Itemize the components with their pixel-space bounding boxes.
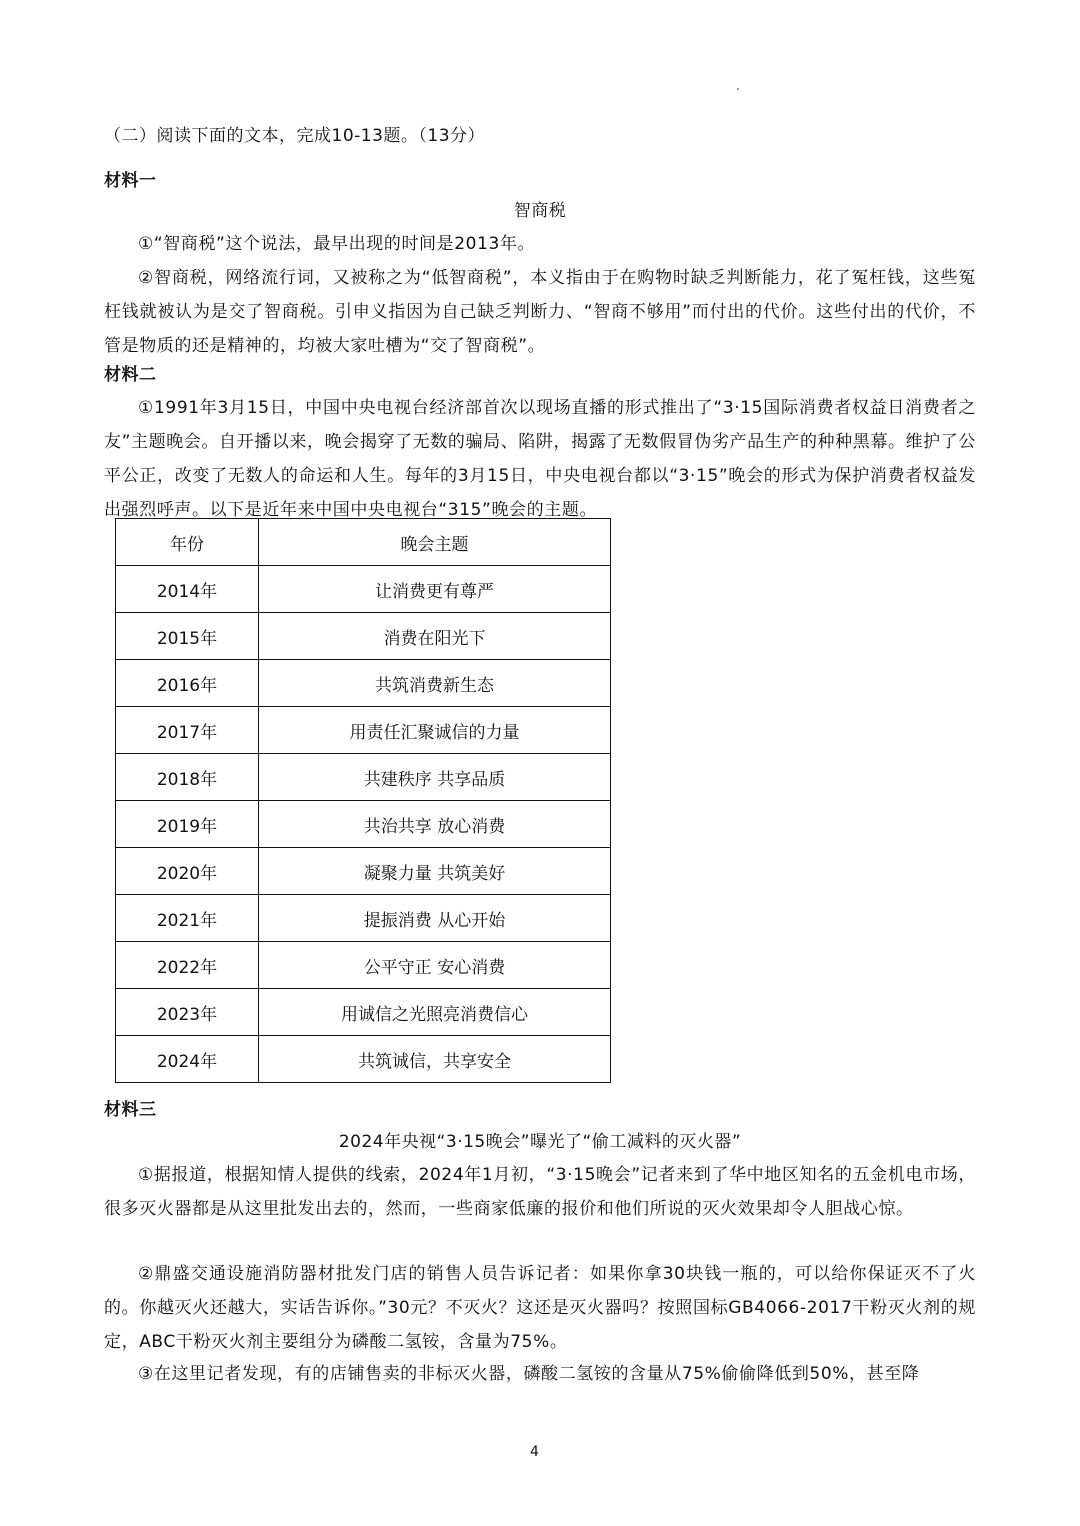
theme-cell: 用诚信之光照亮消费信心 [259, 989, 611, 1036]
table-row [116, 848, 611, 895]
material1-title: 智商税 [513, 201, 567, 221]
material3-label: 材料三 [104, 1100, 157, 1120]
table-row [116, 895, 611, 942]
year-cell: 2015年 [116, 613, 259, 660]
year-cell: 2014年 [116, 566, 259, 613]
section-title: （二）阅读下面的文本，完成10-13题。（13分） [104, 126, 486, 146]
material3-title: 2024年央视“3·15晚会”曝光了“偷工减料的灭火器” [338, 1132, 742, 1152]
theme-cell: 让消费更有尊严 [259, 566, 611, 613]
table-row [116, 942, 611, 989]
table-row [116, 989, 611, 1036]
theme-cell: 共建秩序 共享品质 [259, 754, 611, 801]
material2-paragraph: ①1991年3月15日，中国中央电视台经济部首次以现场直播的形式推出了“3·15国际消费者权益日消费者之友”主题晚会。自开播以来，晚会揭穿了无数的骗局、陷阱，揭露了无数假冒伪劣产品生产的种种黑幕。维护了公平公正，改变了无数人的命运和人生。每年的3月15日，中央电视台都以“3·15”晚会的形式为保护消费者权益发出强烈呼声。以下是近年来中国中央电视台“315”晚会的主题。 [104, 398, 976, 520]
year-cell: 2023年 [116, 989, 259, 1036]
theme-cell: 凝聚力量 共筑美好 [259, 848, 611, 895]
material3-paragraph-2: ②鼎盛交通设施消防器材批发门店的销售人员告诉记者：如果你拿30块钱一瓶的，可以给你保证灭不了火的。你越灭火还越大，实话告诉你。”30元？不灭火？这还是灭火器吗？按照国标GB4066-2017干粉灭火剂的规定，ABC干粉灭火剂主要组分为磷酸二氢铵，含量为75%。 [104, 1264, 976, 1352]
material1-paragraph-2: ②智商税，网络流行词，又被称之为“低智商税”，本义指由于在购物时缺乏判断能力，花了冤枉钱，这些冤枉钱就被认为是交了智商税。引申义指因为自己缺乏判断力、“智商不够用”而付出的代价。这些付出的代价，不管是物质的还是精神的，均被大家吐槽为“交了智商税”。 [104, 268, 976, 356]
theme-cell: 共筑消费新生态 [259, 660, 611, 707]
year-cell: 2016年 [116, 660, 259, 707]
header-theme: 晚会主题 [259, 519, 611, 566]
table-row [116, 707, 611, 754]
page-number: 4 [530, 1444, 540, 1460]
year-cell: 2019年 [116, 801, 259, 848]
table-header-row [116, 519, 611, 566]
table-row [116, 566, 611, 613]
theme-cell: 公平守正 安心消费 [259, 942, 611, 989]
theme-cell: 用责任汇聚诚信的力量 [259, 707, 611, 754]
material3-paragraph-3: ③在这里记者发现，有的店铺售卖的非标灭火器，磷酸二氢铵的含量从75%偷偷降低到50%，甚至降 [138, 1364, 920, 1384]
material3-paragraph-1: ①据报道，根据知情人提供的线索，2024年1月初，“3·15晚会”记者来到了华中地区知名的五金机电市场，很多灭火器都是从这里批发出去的，然而，一些商家低廉的报价和他们所说的灭火效果却令人胆战心惊。 [104, 1165, 976, 1219]
table-row [116, 754, 611, 801]
theme-table [115, 518, 611, 1083]
material1-paragraph-1: ①“智商税”这个说法，最早出现的时间是2013年。 [138, 234, 536, 254]
material1-label: 材料一 [104, 171, 157, 191]
year-cell: 2017年 [116, 707, 259, 754]
material2-label: 材料二 [104, 365, 157, 385]
table-row [116, 660, 611, 707]
theme-cell: 提振消费 从心开始 [259, 895, 611, 942]
scan-speck [737, 88, 739, 90]
year-cell: 2020年 [116, 848, 259, 895]
year-cell: 2024年 [116, 1036, 259, 1083]
table-row [116, 801, 611, 848]
year-cell: 2022年 [116, 942, 259, 989]
year-cell: 2021年 [116, 895, 259, 942]
header-year: 年份 [116, 519, 259, 566]
year-cell: 2018年 [116, 754, 259, 801]
theme-cell: 共治共享 放心消费 [259, 801, 611, 848]
theme-cell: 共筑诚信，共享安全 [259, 1036, 611, 1083]
table-row [116, 1036, 611, 1083]
theme-cell: 消费在阳光下 [259, 613, 611, 660]
table-row [116, 613, 611, 660]
